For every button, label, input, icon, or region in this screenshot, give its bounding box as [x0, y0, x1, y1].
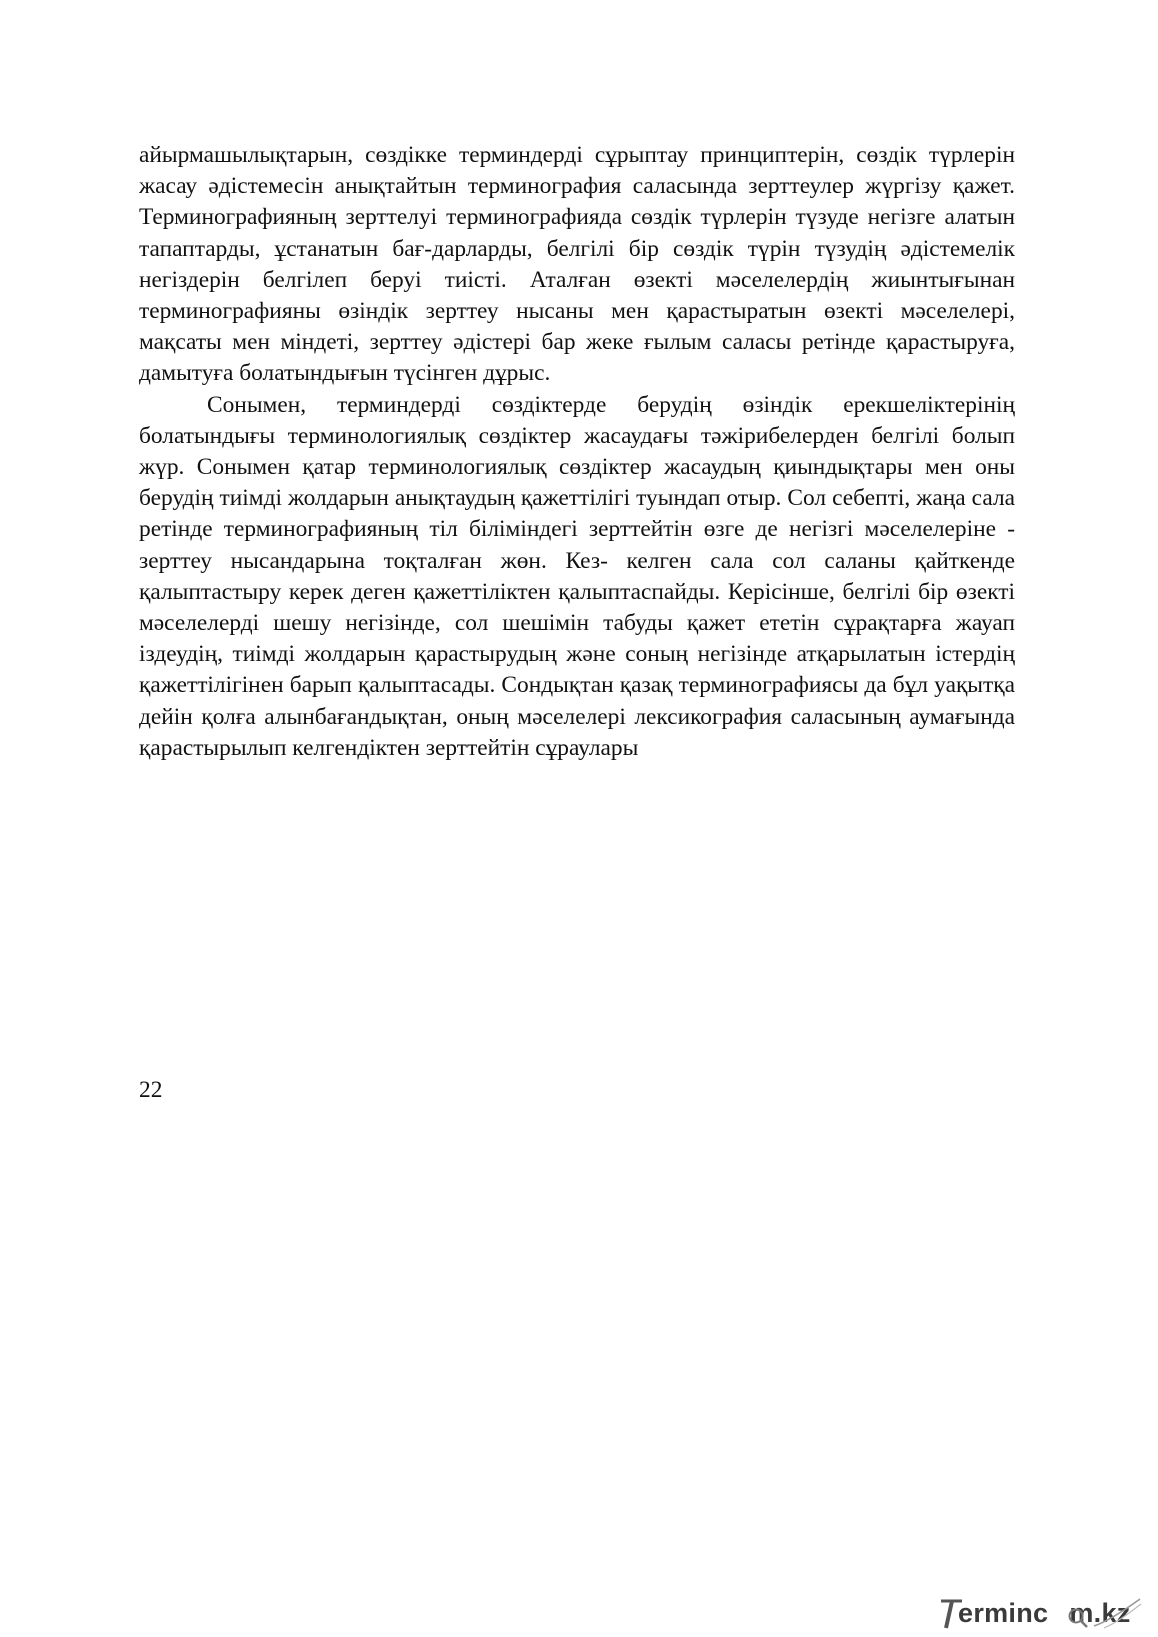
- magnifier-icon: [1067, 1607, 1089, 1629]
- watermark-text-left: erminc: [958, 1598, 1049, 1628]
- paragraph-2: Сонымен, терминдерді сөздіктерде берудің өзіндік ерекшеліктерінің болатындығы терминологиялық сөздіктер жасаудағы тәжірибелерден белгілі болып жүр. Сонымен қатар терминологиялық сөздіктер жасаудың қиындықтары мен оны берудің тиімді жолдарын анықтаудың қажеттілігі туындап отыр. Сол себепті, жаңа сала ретінде терминографияның тіл біліміндегі зерттейтін өзге де негізгі мәселелеріне - зерттеу нысандарына тоқталған жөн. Кез- келген сала сол саланы қайткенде қалыптастыру керек деген қажеттіліктен қалыптаспайды. Керісінше, белгілі бір өзекті мәселелерді шешу негізінде, сол шешімін табуды қажет ететін сұрақтарға жауап іздеудің, тиімді жолдарын қарастырудың және соның негізінде атқарылатын істердің қажеттілігінен барып қалыптасады. Сондықтан қазақ терминографиясы да бұл уақытқа дейін қолға алынбағандықтан, оның мәселелері лексикография саласының аумағында қарастырылып келгендіктен зерттейтін сұраулары: [139, 391, 1015, 761]
- logo-swoosh-icon: [1088, 1596, 1144, 1630]
- paragraph-1: айырмашылықтарын, сөздікке терминдерді сұрыптау принциптерін, сөздік түрлерін жасау әдістемесін анықтайтын терминография саласында зерттеулер жүргізу қажет. Терминографияның зерттелуі терминографияда сөздік түрлерін түзуде негізге алатын тапаптарды, ұстанатын бағ-дарларды, белгілі бір сөздік түрін түзудің әдістемелік негіздерін белгілеп беруі тиісті. Аталған өзекті мәселелердің жиынтығынан терминографияны өзіндік зерттеу нысаны мен қарастыратын өзекті мәселелері, мақсаты мен міндеті, зерттеу әдістері бар жеке ғылым саласы ретінде қарастыруға, дамытуға болатындығын түсінген дұрыс.: [139, 142, 1015, 387]
- watermark-text-right: m.kz: [1069, 1598, 1131, 1628]
- body-text: [139, 140, 1015, 764]
- page-number: 22: [139, 1077, 163, 1103]
- site-watermark-logo: [938, 1596, 1148, 1630]
